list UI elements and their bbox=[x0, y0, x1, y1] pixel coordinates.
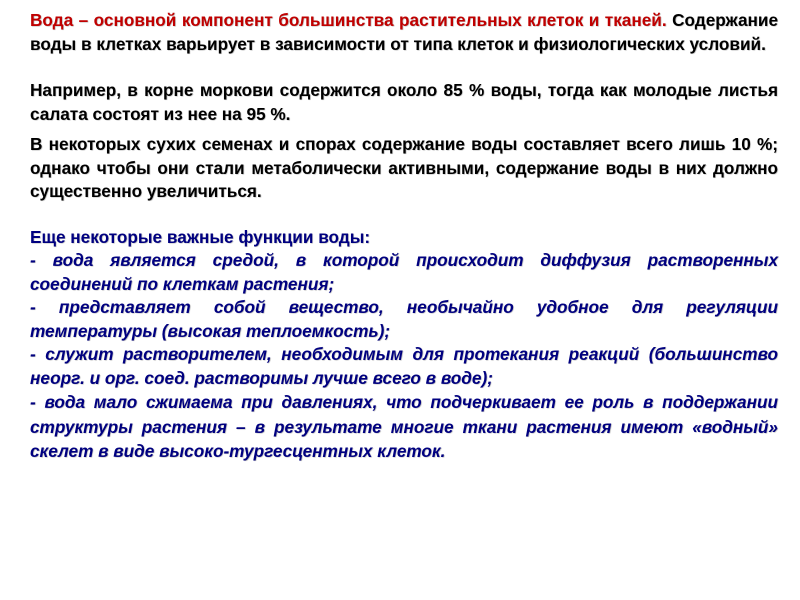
intro-paragraph bbox=[30, 9, 778, 56]
spacer bbox=[30, 126, 778, 133]
function-item: - представляет собой вещество, необычайно удобное для регуляции температуры (высокая теплоемкость); bbox=[30, 297, 778, 341]
spacer bbox=[30, 56, 778, 79]
example-paragraph: Например, в корне моркови содержится около 85 % воды, тогда как молодые листья салата состоят из нее на 95 %. bbox=[30, 80, 778, 124]
function-item: - служит растворителем, необходимым для протекания реакций (большинство неорг. и орг. соед. растворимы лучше всего в воде); bbox=[30, 344, 778, 388]
function-item: - вода мало сжимаема при давлениях, что подчеркивает ее роль в поддержании структуры растения – в результате многие ткани растения имеют «водный» скелет в виде высоко-тургесцентных клеток. bbox=[30, 392, 778, 461]
slide-content bbox=[30, 9, 778, 464]
function-item: - вода является средой, в которой происходит диффузия растворенных соединений по клеткам растения; bbox=[30, 250, 778, 294]
intro-text: Содержание воды в клетках варьирует в зависимости от типа клеток и физиологических условий. bbox=[30, 10, 779, 54]
spacer bbox=[30, 204, 778, 226]
intro-heading: Вода – основной компонент большинства растительных клеток и тканей. bbox=[30, 10, 667, 30]
functions-heading: Еще некоторые важные функции воды: bbox=[30, 226, 371, 247]
seeds-paragraph: В некоторых сухих семенах и спорах содержание воды составляет всего лишь 10 %; однако чтобы они стали метаболически активными, содержание воды в них должно существенно увеличиться. bbox=[30, 134, 778, 201]
